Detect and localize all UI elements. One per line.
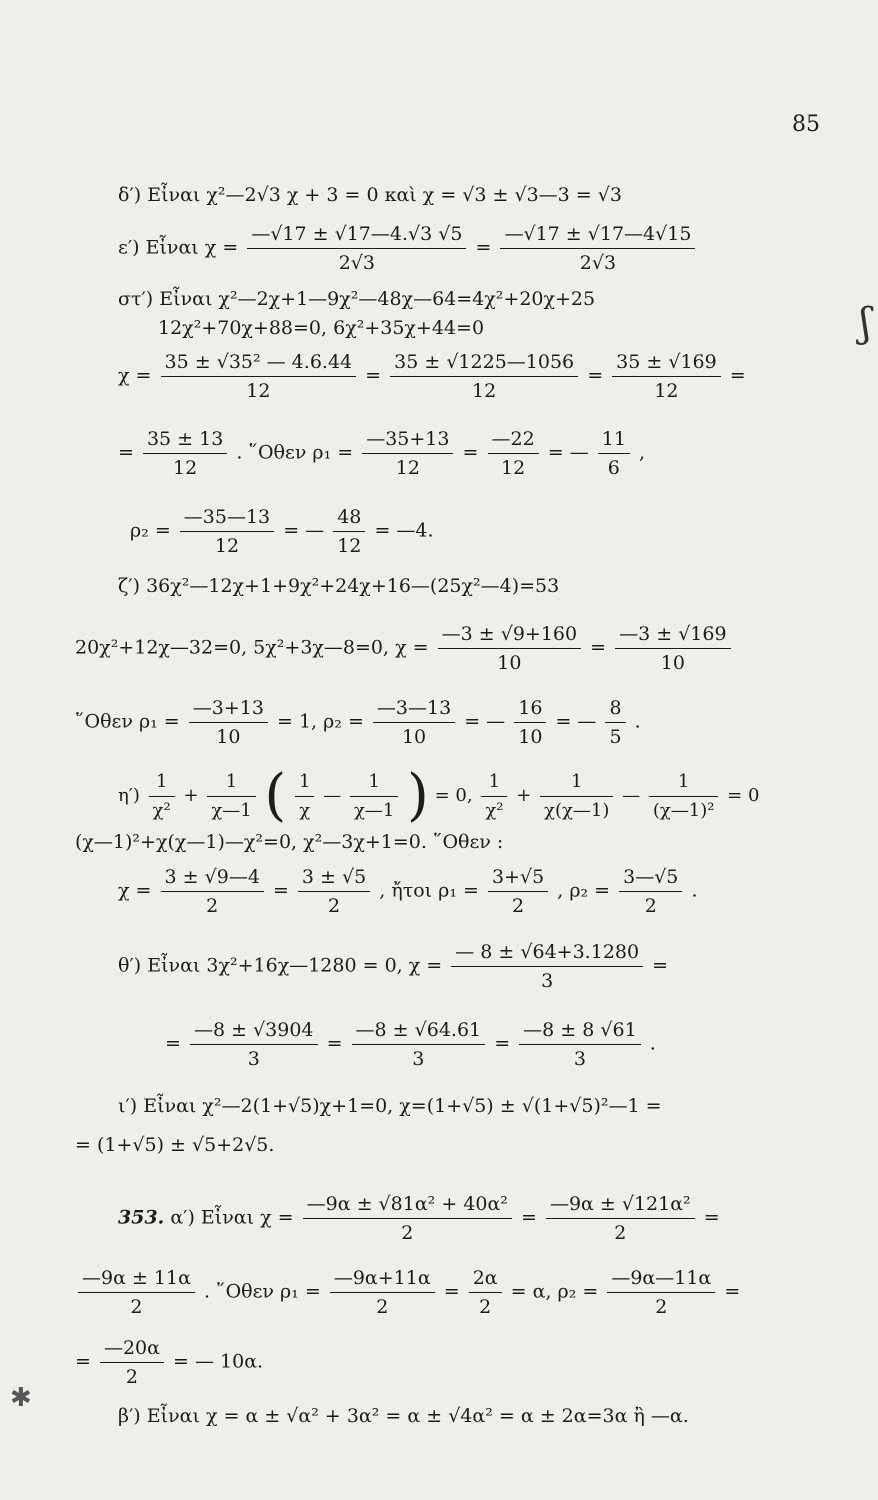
numerator: 3 ± √9—4 (161, 865, 264, 892)
right-paren: ) (407, 763, 429, 828)
text: — (323, 785, 342, 806)
text: ῞Οθεν ρ₁ = (75, 710, 180, 733)
numerator: —9α ± √81α² + 40α² (303, 1192, 512, 1219)
text: χ = (118, 364, 152, 387)
text: = —4. (374, 519, 434, 542)
fraction (189, 696, 268, 749)
fraction (598, 427, 630, 480)
text: = (729, 364, 746, 387)
denominator: 2 (125, 1366, 139, 1388)
denominator: 2 (130, 1296, 143, 1318)
fraction (298, 865, 370, 918)
solution-zeta-2 (75, 622, 734, 675)
denominator: (χ—1)² (652, 799, 715, 821)
solution-stigma-3 (118, 350, 746, 403)
numerator: 1 (540, 770, 613, 797)
denominator: 12 (246, 380, 271, 402)
text: = (272, 879, 289, 902)
text: = 1, ρ₂ = (276, 710, 364, 733)
fraction (207, 770, 255, 823)
fraction (295, 770, 314, 823)
ink-smudge: ✱ (10, 1383, 32, 1413)
fraction (615, 622, 730, 675)
text: η′) (118, 785, 140, 806)
text: 20χ²+12χ—32=0, 5χ²+3χ—8=0, χ = (75, 636, 429, 659)
page-number: 85 (792, 112, 820, 137)
text: = (118, 441, 134, 464)
margin-mark: ʃ (860, 300, 871, 346)
numerator: —3+13 (189, 696, 268, 723)
denominator: 6 (607, 457, 620, 479)
numerator: —9α ± √121α² (546, 1192, 695, 1219)
exercise-353-a (118, 1192, 720, 1245)
fraction (303, 1192, 512, 1245)
numerator: —8 ± √64.61 (352, 1018, 486, 1045)
denominator: 5 (609, 726, 622, 748)
denominator: 12 (501, 457, 526, 479)
denominator: 2 (401, 1222, 414, 1244)
numerator: —√17 ± √17—4.√3 √5 (247, 222, 466, 249)
text: χ = (118, 879, 152, 902)
numerator: 3 ± √5 (298, 865, 370, 892)
exercise-353-a-3 (75, 1336, 263, 1389)
solution-iota-2: = (1+√5) ± √5+2√5. (75, 1134, 275, 1156)
numerator: —35—13 (180, 505, 274, 532)
fraction (143, 427, 227, 480)
denominator: 10 (401, 726, 427, 748)
text: = 0, (434, 785, 473, 806)
left-paren: ( (264, 763, 287, 828)
denominator: 3 (412, 1048, 425, 1070)
text: = — (283, 519, 325, 542)
solution-theta-1 (118, 940, 668, 993)
text: . (691, 879, 698, 902)
fraction (247, 222, 466, 275)
denominator: 10 (518, 726, 543, 748)
text: = (652, 954, 669, 977)
text: = — (555, 710, 597, 733)
numerator: —8 ± √3904 (190, 1018, 318, 1045)
denominator: 2 (614, 1222, 627, 1244)
fraction (469, 1266, 502, 1319)
text: — (622, 785, 641, 806)
denominator: 3 (247, 1048, 260, 1070)
text: = (703, 1206, 720, 1229)
fraction (481, 770, 507, 823)
numerator: 35 ± 13 (143, 427, 227, 454)
fraction (438, 622, 581, 675)
numerator: — 8 ± √64+3.1280 (451, 940, 643, 967)
numerator: 35 ± √1225—1056 (390, 350, 578, 377)
fraction (500, 222, 695, 275)
solution-delta: δ′) Εἶναι χ²—2√3 χ + 3 = 0 καὶ χ = √3 ± √3—3 = √3 (118, 184, 622, 206)
fraction (607, 1266, 715, 1319)
solution-eta-2: (χ—1)²+χ(χ—1)—χ²=0, χ²—3χ+1=0. ῞Οθεν : (75, 831, 504, 853)
numerator: —9α—11α (607, 1266, 715, 1293)
denominator: 2√3 (338, 252, 376, 274)
text: = (365, 364, 382, 387)
text: = (587, 364, 604, 387)
denominator: 12 (472, 380, 497, 402)
fraction (180, 505, 274, 558)
fraction (330, 1266, 435, 1319)
numerator: 16 (514, 696, 546, 723)
text: . ῞Οθεν ρ₁ = (236, 441, 354, 464)
denominator: 2 (655, 1296, 668, 1318)
numerator: —9α ± 11α (78, 1266, 195, 1293)
text: = — 10α. (173, 1350, 264, 1373)
text: = (475, 236, 492, 259)
fraction (619, 865, 682, 918)
fraction (373, 696, 455, 749)
numerator: 3+√5 (488, 865, 548, 892)
numerator: —3—13 (373, 696, 455, 723)
text: ρ₂ = (130, 519, 171, 542)
solution-stigma-4 (118, 427, 645, 480)
denominator: 10 (216, 726, 241, 748)
numerator: 48 (333, 505, 365, 532)
fraction (488, 427, 539, 480)
solution-eta-3 (118, 865, 698, 918)
numerator: —8 ± 8 √61 (519, 1018, 641, 1045)
text: = (75, 1350, 91, 1373)
fraction (100, 1336, 164, 1389)
numerator: 3—√5 (619, 865, 682, 892)
text: α′) Εἶναι χ = (170, 1206, 294, 1229)
text: + (516, 785, 532, 806)
fraction (514, 696, 546, 749)
text: = (326, 1032, 343, 1055)
fraction (161, 350, 357, 403)
numerator: —9α+11α (330, 1266, 435, 1293)
fraction (190, 1018, 318, 1071)
solution-zeta-1: ζ′) 36χ²—12χ+1+9χ²+24χ+16—(25χ²—4)=53 (118, 575, 560, 597)
denominator: 3 (573, 1048, 586, 1070)
exercise-353-a-2 (75, 1266, 740, 1319)
exercise-number: 353. (118, 1206, 165, 1229)
fraction (149, 770, 175, 823)
numerator: —35+13 (362, 427, 453, 454)
text: = (462, 441, 479, 464)
denominator: 2√3 (579, 252, 617, 274)
numerator: 1 (350, 770, 398, 797)
denominator: 2 (512, 895, 525, 917)
denominator: 2 (644, 895, 657, 917)
fraction (78, 1266, 195, 1319)
fraction (161, 865, 264, 918)
numerator: 2α (469, 1266, 502, 1293)
fraction (546, 1192, 695, 1245)
solution-stigma-5 (130, 505, 434, 558)
fraction (519, 1018, 641, 1071)
solution-iota-1: ι′) Εἶναι χ²—2(1+√5)χ+1=0, χ=(1+√5) ± √(1+√5)²—1 = (118, 1095, 662, 1117)
fraction (451, 940, 643, 993)
text: ε′) Εἶναι χ = (118, 236, 239, 259)
fraction (362, 427, 453, 480)
denominator: χ(χ—1) (544, 799, 610, 821)
numerator: —3 ± √9+160 (438, 622, 581, 649)
denominator: 12 (654, 380, 679, 402)
fraction (333, 505, 365, 558)
text: = α, ρ₂ = (510, 1280, 599, 1303)
text: , ρ₂ = (557, 879, 611, 902)
numerator: 8 (605, 696, 625, 723)
text: θ′) Εἶναι 3χ²+16χ—1280 = 0, χ = (118, 954, 443, 977)
text: = (165, 1032, 181, 1055)
fraction (540, 770, 613, 823)
text: = (724, 1280, 741, 1303)
solution-epsilon (118, 222, 698, 275)
denominator: 12 (173, 457, 198, 479)
fraction (488, 865, 548, 918)
denominator: 2 (206, 895, 219, 917)
numerator: 1 (149, 770, 175, 797)
denominator: χ—1 (211, 799, 252, 821)
denominator: 2 (479, 1296, 492, 1318)
denominator: χ² (485, 799, 504, 821)
fraction (605, 696, 625, 749)
solution-theta-2 (165, 1018, 656, 1071)
fraction (612, 350, 721, 403)
denominator: 2 (328, 895, 341, 917)
numerator: 35 ± √169 (612, 350, 721, 377)
numerator: 1 (649, 770, 719, 797)
denominator: 10 (660, 652, 685, 674)
text: , (638, 441, 646, 464)
numerator: 1 (207, 770, 255, 797)
solution-stigma-1: στ′) Εἶναι χ²—2χ+1—9χ²—48χ—64=4χ²+20χ+25 (118, 288, 596, 310)
text: . (634, 710, 641, 733)
exercise-353-b: β′) Εἶναι χ = α ± √α² + 3α² = α ± √4α² = α ± 2α=3α ἢ —α. (118, 1405, 689, 1427)
solution-stigma-2: 12χ²+70χ+88=0, 6χ²+35χ+44=0 (158, 317, 485, 339)
text: + (183, 785, 199, 806)
denominator: 3 (541, 970, 554, 992)
fraction (350, 770, 398, 823)
text: = — (547, 441, 589, 464)
numerator: 35 ± √35² — 4.6.44 (161, 350, 357, 377)
text: , ἤτοι ρ₁ = (379, 879, 479, 902)
solution-eta-1 (118, 763, 760, 828)
numerator: —22 (488, 427, 539, 454)
numerator: 1 (481, 770, 507, 797)
numerator: —√17 ± √17—4√15 (500, 222, 695, 249)
text: = (520, 1206, 537, 1229)
text: = — (464, 710, 506, 733)
text: . ῞Οθεν ρ₁ = (203, 1280, 321, 1303)
fraction (390, 350, 578, 403)
text: = (443, 1280, 460, 1303)
denominator: χ (299, 799, 311, 821)
denominator: 12 (395, 457, 420, 479)
text: = (590, 636, 607, 659)
text: = 0 (727, 785, 760, 806)
text: = (494, 1032, 511, 1055)
denominator: 2 (376, 1296, 389, 1318)
fraction (352, 1018, 486, 1071)
text: . (649, 1032, 656, 1055)
solution-zeta-3 (75, 696, 641, 749)
denominator: χ² (152, 799, 171, 821)
numerator: —3 ± √169 (615, 622, 730, 649)
denominator: 12 (337, 535, 362, 557)
denominator: 10 (497, 652, 522, 674)
fraction (649, 770, 719, 823)
denominator: χ—1 (353, 799, 395, 821)
denominator: 12 (214, 535, 240, 557)
numerator: 1 (295, 770, 314, 797)
numerator: 11 (598, 427, 630, 454)
numerator: —20α (100, 1336, 164, 1363)
